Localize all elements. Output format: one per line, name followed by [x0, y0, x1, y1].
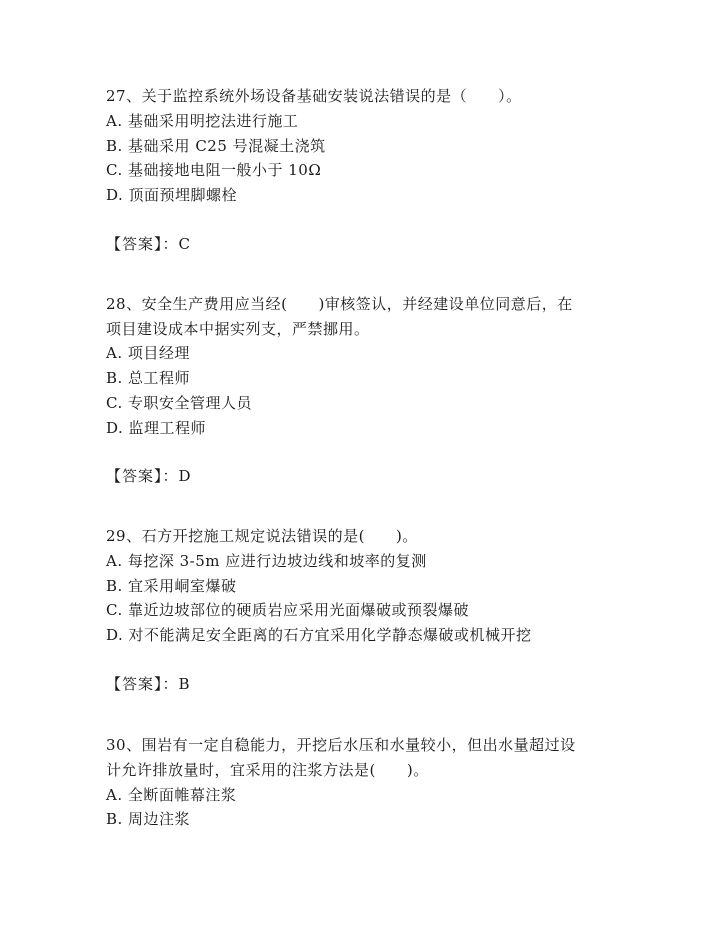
question-29-option-b: B. 宜采用峒室爆破 [106, 577, 237, 595]
question-29-stem-line-1: 29、石方开挖施工规定说法错误的是( )。 [106, 527, 418, 545]
question-27-option-a: A. 基础采用明挖法进行施工 [106, 112, 299, 130]
question-27-stem-line-1: 27、关于监控系统外场设备基础安装说法错误的是（ ）。 [106, 87, 522, 105]
question-27-option-b: B. 基础采用 C25 号混凝土浇筑 [106, 137, 326, 155]
question-27-answer: 【答案】：C [106, 235, 191, 253]
question-28-option-d: D. 监理工程师 [106, 419, 207, 437]
question-28-option-c: C. 专职安全管理人员 [106, 394, 252, 412]
question-28-stem-line-2: 项目建设成本中据实列支，严禁挪用。 [106, 320, 370, 338]
question-27-option-d: D. 顶面预埋脚螺栓 [106, 186, 238, 204]
question-29-option-c: C. 靠近边坡部位的硬质岩应采用光面爆破或预裂爆破 [106, 601, 469, 619]
question-27-option-c: C. 基础接地电阻一般小于 10Ω [106, 161, 322, 179]
question-28-option-a: A. 项目经理 [106, 344, 190, 362]
question-28-answer: 【答案】：D [106, 467, 192, 485]
question-29-answer: 【答案】：B [106, 675, 191, 693]
question-29-option-d: D. 对不能满足安全距离的石方宜采用化学静态爆破或机械开挖 [106, 626, 532, 644]
question-30-stem-line-1: 30、围岩有一定自稳能力，开挖后水压和水量较小，但出水量超过设 [106, 736, 576, 754]
question-30-option-b: B. 周边注浆 [106, 810, 191, 828]
question-28-stem-line-1: 28、安全生产费用应当经( )审核签认，并经建设单位同意后，在 [106, 295, 573, 313]
question-29-option-a: A. 每挖深 3-5m 应进行边坡边线和坡率的复测 [106, 552, 427, 570]
question-28-option-b: B. 总工程师 [106, 369, 191, 387]
question-30-option-a: A. 全断面帷幕注浆 [106, 786, 237, 804]
question-30-stem-line-2: 计允许排放量时，宜采用的注浆方法是( )。 [106, 761, 429, 779]
